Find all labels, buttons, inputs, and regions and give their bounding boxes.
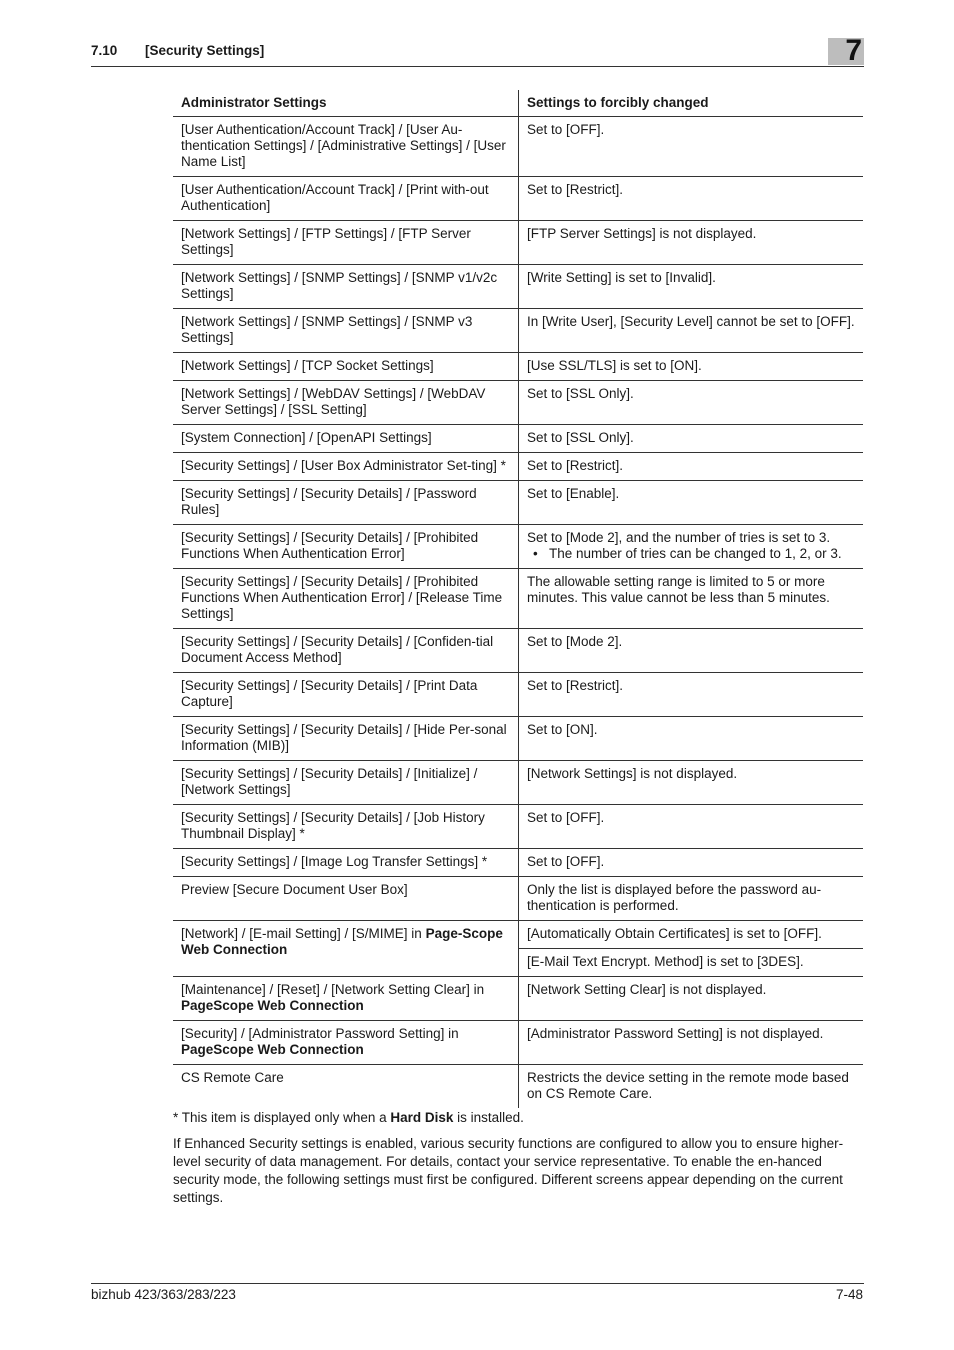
footnote-prefix: * This item is displayed only when a [173, 1110, 391, 1125]
table-cell-change [519, 717, 864, 761]
table-row [173, 117, 863, 177]
table-cell-setting [173, 921, 519, 977]
table-cell-setting: [Network Settings] / [WebDAV Settings] / [WebDAV Server Settings] / [SSL Setting] [173, 381, 519, 425]
table-row [173, 921, 863, 949]
table-row [173, 453, 863, 481]
table-row [173, 1065, 863, 1109]
column-header-forced-settings: Settings to forcibly changed [527, 95, 709, 110]
table-row [173, 425, 863, 453]
table-cell-change [519, 481, 864, 525]
table-cell-change: [E-Mail Text Encrypt. Method] is set to [3DES]. [519, 949, 864, 977]
table-row [173, 717, 863, 761]
change-text: Set to [OFF]. [527, 854, 605, 869]
table-row [173, 309, 863, 353]
table-cell-setting: [User Authentication/Account Track] / [User Au-thentication Settings] / [Administrative Settings] / [User Name List] [173, 117, 519, 177]
change-text: [Write Setting] is set to [Invalid]. [527, 270, 716, 285]
table-cell-change: Restricts the device setting in the remote mode based on CS Remote Care. [519, 1065, 864, 1109]
table-row [173, 525, 863, 569]
footer-page-number: 7-48 [835, 1287, 863, 1302]
table-cell-setting: [Security Settings] / [Security Details] / [Confiden-tial Document Access Method] [173, 629, 519, 673]
smime-setting-text: [Network] / [E-mail Setting] / [S/MIME] in [181, 926, 426, 941]
table-cell-setting: [Security Settings] / [Security Details] / [Job History Thumbnail Display] * [173, 805, 519, 849]
table-row [173, 569, 863, 629]
table-row [173, 673, 863, 717]
table-header-row [173, 90, 863, 117]
footer-model: bizhub 423/363/283/223 [91, 1287, 236, 1302]
change-text: Set to [SSL Only]. [527, 430, 634, 445]
table-row [173, 849, 863, 877]
table-cell-setting: [Security Settings] / [Image Log Transfer Settings] * [173, 849, 519, 877]
table-cell-setting [173, 977, 519, 1021]
chapter-number: 7 [845, 34, 862, 67]
table-cell-change [519, 629, 864, 673]
table-cell-setting: [Security Settings] / [Security Details] / [Print Data Capture] [173, 673, 519, 717]
table-cell-change [519, 265, 864, 309]
table-row [173, 629, 863, 673]
footer-rule [91, 1283, 864, 1284]
change-text: Set to [Restrict]. [527, 458, 624, 473]
table-row [173, 353, 863, 381]
section-title: [Security Settings] [145, 43, 265, 58]
table-cell-setting: CS Remote Care [173, 1065, 519, 1109]
change-text: Set to [Mode 2]. [527, 634, 623, 649]
footnote-suffix: is installed. [453, 1110, 524, 1125]
change-text: Set to [OFF]. [527, 122, 605, 137]
table-cell-change [519, 525, 864, 569]
change-text: In [Write User], [Security Level] cannot be set to [OFF]. [527, 314, 855, 329]
table-cell-change [519, 761, 864, 805]
table-cell-change [519, 453, 864, 481]
bullet-text: The number of tries can be changed to 1, 2, or 3. [549, 546, 842, 561]
table-cell-setting [173, 1021, 519, 1065]
table-row [173, 265, 863, 309]
table-row [173, 877, 863, 921]
table-cell-setting: [Security Settings] / [Security Details] / [Prohibited Functions When Authentication Error] [173, 525, 519, 569]
change-text: [Network Settings] is not displayed. [527, 766, 738, 781]
change-text: Set to [Restrict]. [527, 678, 624, 693]
change-text: Set to [Enable]. [527, 486, 620, 501]
table-cell-setting: [Security Settings] / [Security Details] / [Hide Per-sonal Information (MIB)] [173, 717, 519, 761]
table-cell-setting: [Security Settings] / [Security Details] / [Password Rules] [173, 481, 519, 525]
column-header-admin-settings: Administrator Settings [173, 90, 519, 117]
change-text: Set to [Mode 2], and the number of tries is set to 3. [527, 530, 831, 545]
table-cell-setting: [Network Settings] / [SNMP Settings] / [SNMP v3 Settings] [173, 309, 519, 353]
table-cell-setting: [Network Settings] / [SNMP Settings] / [SNMP v1/v2c Settings] [173, 265, 519, 309]
change-text: Set to [Restrict]. [527, 182, 624, 197]
bullet-note [527, 546, 855, 562]
table-cell-change: [Administrator Password Setting] is not displayed. [519, 1021, 864, 1065]
table-row [173, 761, 863, 805]
table-row [173, 177, 863, 221]
change-text: Set to [OFF]. [527, 810, 605, 825]
change-text: Only the list is displayed before the password au-thentication is performed. [527, 882, 822, 913]
table-cell-change [519, 569, 864, 629]
change-text: Set to [ON]. [527, 722, 598, 737]
admin-pw-setting-text: [Security] / [Administrator Password Setting] in [181, 1026, 459, 1041]
table-row [173, 805, 863, 849]
table-cell-change [519, 353, 864, 381]
change-text: Set to [SSL Only]. [527, 386, 634, 401]
table-cell-setting: [Security Settings] / [Security Details] / [Prohibited Functions When Authentication Error] / [Release Time Settings] [173, 569, 519, 629]
reset-setting-text: [Maintenance] / [Reset] / [Network Setting Clear] in [181, 982, 485, 997]
page-header [91, 34, 864, 67]
smime-setting-bold: Page-Scope Web Connection [181, 926, 503, 957]
table-cell-setting: [User Authentication/Account Track] / [Print with-out Authentication] [173, 177, 519, 221]
table-cell-setting: [Network Settings] / [TCP Socket Settings] [173, 353, 519, 381]
table-row [173, 481, 863, 525]
table-cell-change [519, 425, 864, 453]
table-cell-change [519, 673, 864, 717]
table-cell-change [519, 309, 864, 353]
settings-table [173, 90, 863, 1108]
table-cell-change: [Network Setting Clear] is not displayed. [519, 977, 864, 1021]
bullet-icon: • [533, 546, 538, 561]
table-cell-change: [Automatically Obtain Certificates] is set to [OFF]. [519, 921, 864, 949]
section-number: 7.10 [91, 43, 118, 58]
table-cell-change [519, 117, 864, 177]
table-row [173, 221, 863, 265]
reset-setting-bold: PageScope Web Connection [181, 998, 364, 1013]
table-cell-change [519, 877, 864, 921]
table-cell-setting: [Security Settings] / [Security Details] / [Initialize] / [Network Settings] [173, 761, 519, 805]
footnote [173, 1110, 524, 1125]
table-cell-change [519, 381, 864, 425]
table-cell-change [519, 221, 864, 265]
admin-pw-setting-bold: PageScope Web Connection [181, 1042, 364, 1057]
table-cell-change [519, 805, 864, 849]
table-cell-setting: [Network Settings] / [FTP Settings] / [FTP Server Settings] [173, 221, 519, 265]
table-cell-setting: [Security Settings] / [User Box Administrator Set-ting] * [173, 453, 519, 481]
table-cell-change [519, 177, 864, 221]
change-text: The allowable setting range is limited to 5 or more minutes. This value cannot be less than 5 minutes. [527, 574, 830, 605]
change-text: [Use SSL/TLS] is set to [ON]. [527, 358, 702, 373]
table-cell-change [519, 849, 864, 877]
table-cell-setting: Preview [Secure Document User Box] [173, 877, 519, 921]
table-row [173, 977, 863, 1021]
change-text: [FTP Server Settings] is not displayed. [527, 226, 757, 241]
body-paragraph: If Enhanced Security settings is enabled, various security functions are configured to allow you to ensure higher-level security of data management. For details, contact your service representative. To enable the en-hanced security mode, the following settings must first be configured. Different screens appear depending on the current settings. [173, 1136, 844, 1205]
footnote-bold: Hard Disk [390, 1110, 454, 1125]
table-cell-setting: [System Connection] / [OpenAPI Settings] [173, 425, 519, 453]
table-row [173, 381, 863, 425]
table-row [173, 1021, 863, 1065]
